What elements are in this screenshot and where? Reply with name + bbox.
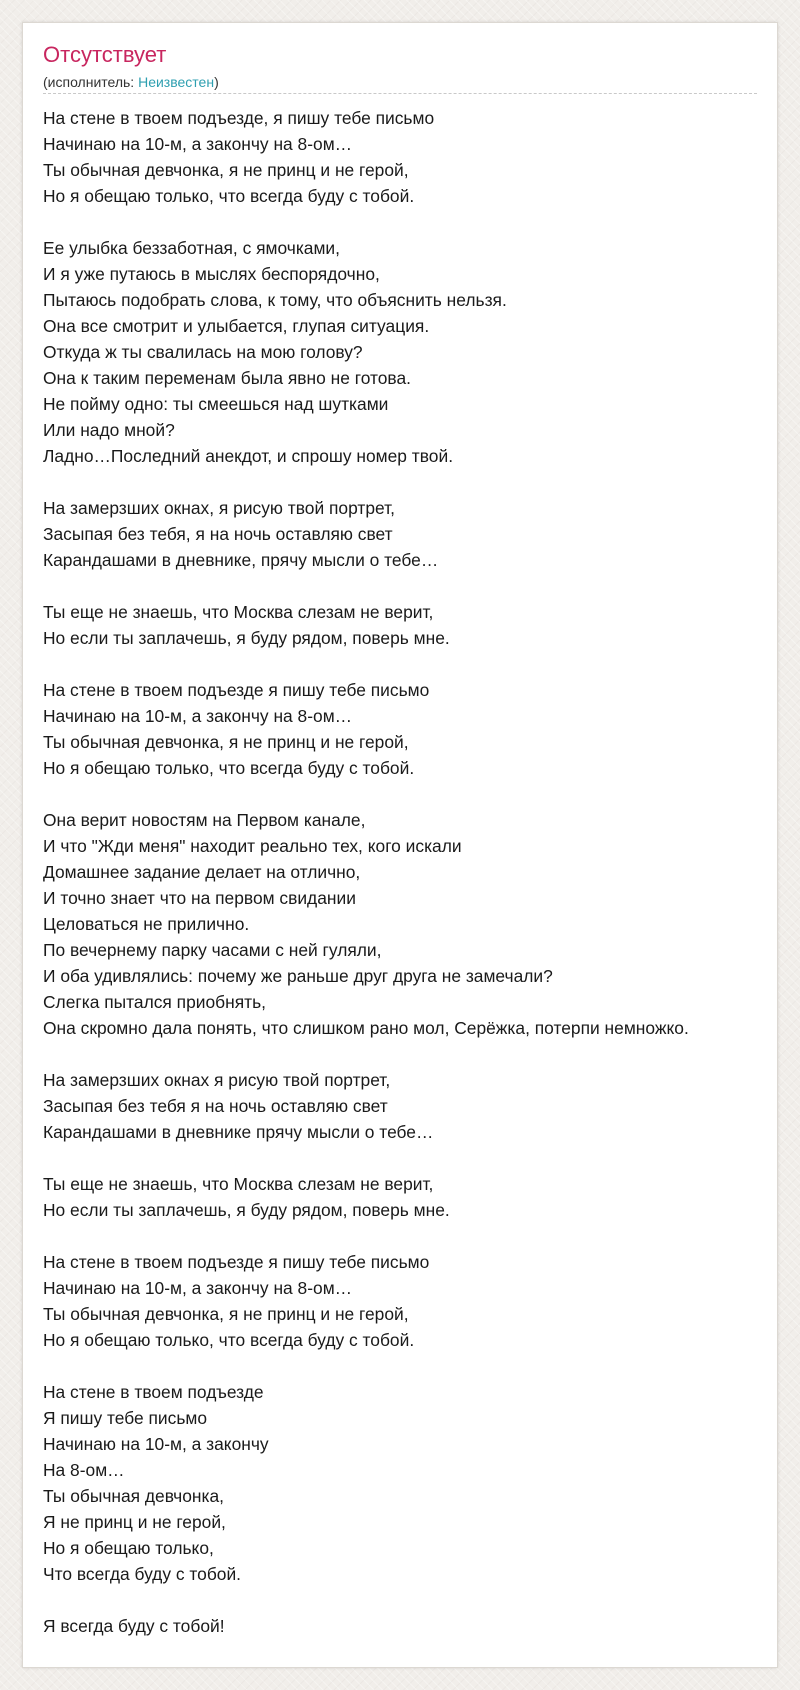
lyric-line: Но я обещаю только, что всегда буду с тобой.	[43, 1330, 415, 1350]
lyric-line: Засыпая без тебя я на ночь оставляю свет	[43, 1096, 388, 1116]
lyric-line: На стене в твоем подъезде, я пишу тебе письмо	[43, 108, 435, 128]
lyric-line: Но если ты заплачешь, я буду рядом, поверь мне.	[43, 628, 450, 648]
lyric-line: Карандашами в дневнике, прячу мысли о тебе…	[43, 550, 439, 570]
lyric-line: Но если ты заплачешь, я буду рядом, поверь мне.	[43, 1200, 450, 1220]
stanza-gap	[43, 573, 778, 599]
title-divider	[43, 93, 757, 94]
lyric-line: Не пойму одно: ты смеешься над шутками	[43, 394, 389, 414]
lyric-line: Ты еще не знаешь, что Москва слезам не верит,	[43, 602, 434, 622]
lyric-line: На стене в твоем подъезде я пишу тебе письмо	[43, 1252, 430, 1272]
lyric-line: Начинаю на 10-м, а закончу	[43, 1434, 269, 1454]
lyric-line: Или надо мной?	[43, 420, 175, 440]
artist-link[interactable]: Неизвестен	[138, 74, 215, 90]
lyric-line: Ладно…Последний анекдот, и спрошу номер твой.	[43, 446, 454, 466]
artist-line	[43, 73, 219, 91]
lyric-line: Ты обычная девчонка,	[43, 1486, 225, 1506]
stanza-gap	[43, 1145, 778, 1171]
stanza-gap	[43, 781, 778, 807]
lyrics-card	[22, 22, 778, 1668]
lyric-line: Она скромно дала понять, что слишком рано мол, Серёжка, потерпи немножко.	[43, 1018, 689, 1038]
lyric-line: Слегка пытался приобнять,	[43, 992, 266, 1012]
lyric-line: Она все смотрит и улыбается, глупая ситуация.	[43, 316, 430, 336]
lyric-line: Ее улыбка беззаботная, с ямочками,	[43, 238, 340, 258]
stanza-gap	[43, 651, 778, 677]
lyric-line: На стене в твоем подъезде я пишу тебе письмо	[43, 680, 430, 700]
lyric-line: Начинаю на 10-м, а закончу на 8-ом…	[43, 134, 353, 154]
song-title: Отсутствует	[43, 42, 167, 67]
lyric-line: По вечернему парку часами с ней гуляли,	[43, 940, 382, 960]
lyric-line: Она к таким переменам была явно не готова.	[43, 368, 411, 388]
lyric-line: Ты обычная девчонка, я не принц и не герой,	[43, 160, 409, 180]
stanza-gap	[43, 1041, 778, 1067]
stanza-gap	[43, 1353, 778, 1379]
lyric-line: Начинаю на 10-м, а закончу на 8-ом…	[43, 706, 353, 726]
lyric-line: Я пишу тебе письмо	[43, 1408, 208, 1428]
lyric-line: И я уже путаюсь в мыслях беспорядочно,	[43, 264, 380, 284]
lyric-line: Домашнее задание делает на отлично,	[43, 862, 361, 882]
artist-prefix: (исполнитель:	[43, 74, 139, 90]
lyrics-text	[43, 105, 778, 1639]
lyric-line: Ты обычная девчонка, я не принц и не герой,	[43, 1304, 409, 1324]
lyric-line: И что "Жди меня" находит реально тех, кого искали	[43, 836, 462, 856]
lyric-line: Начинаю на 10-м, а закончу на 8-ом…	[43, 1278, 353, 1298]
stanza-gap	[43, 1223, 778, 1249]
stanza-gap	[43, 1587, 778, 1613]
lyric-line: Но я обещаю только, что всегда буду с тобой.	[43, 186, 415, 206]
lyric-line: На замерзших окнах, я рисую твой портрет,	[43, 498, 395, 518]
lyric-line: Что всегда буду с тобой.	[43, 1564, 242, 1584]
stanza-gap	[43, 209, 778, 235]
lyric-line: На 8-ом…	[43, 1460, 125, 1480]
lyric-line: Откуда ж ты свалилась на мою голову?	[43, 342, 363, 362]
lyric-line: Но я обещаю только, что всегда буду с тобой.	[43, 758, 415, 778]
lyric-line: Ты обычная девчонка, я не принц и не герой,	[43, 732, 409, 752]
lyric-line: Я не принц и не герой,	[43, 1512, 226, 1532]
lyric-line: Она верит новостям на Первом канале,	[43, 810, 366, 830]
lyric-line: Я всегда буду с тобой!	[43, 1616, 225, 1636]
lyric-line: Но я обещаю только,	[43, 1538, 214, 1558]
lyric-line: На замерзших окнах я рисую твой портрет,	[43, 1070, 391, 1090]
lyric-line: Засыпая без тебя, я на ночь оставляю свет	[43, 524, 393, 544]
lyric-line: На стене в твоем подъезде	[43, 1382, 264, 1402]
stanza-gap	[43, 469, 778, 495]
lyric-line: Ты еще не знаешь, что Москва слезам не верит,	[43, 1174, 434, 1194]
lyric-line: И оба удивлялись: почему же раньше друг друга не замечали?	[43, 966, 553, 986]
lyric-line: И точно знает что на первом свидании	[43, 888, 356, 908]
lyric-line: Пытаюсь подобрать слова, к тому, что объяснить нельзя.	[43, 290, 507, 310]
lyric-line: Целоваться не прилично.	[43, 914, 250, 934]
lyric-line: Карандашами в дневнике прячу мысли о тебе…	[43, 1122, 434, 1142]
artist-suffix: )	[214, 74, 219, 90]
